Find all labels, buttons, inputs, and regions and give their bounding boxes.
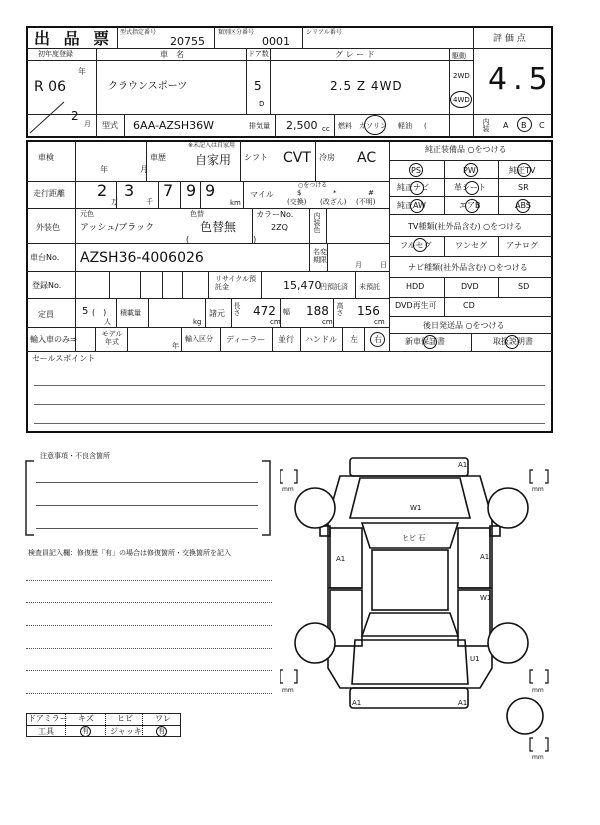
mileage-note-exchange: (交換) xyxy=(287,198,307,206)
length-unit: cm xyxy=(270,318,281,326)
interior-color-label: 内装色 xyxy=(313,212,321,233)
equip-airbag-circle xyxy=(465,199,479,213)
km-unit: km xyxy=(230,199,241,207)
category-number: 0001 xyxy=(262,35,290,48)
bt-jack-yes-circle xyxy=(156,726,167,737)
navi-dvd-play: DVD再生可 xyxy=(395,301,437,310)
length-label: 長さ xyxy=(233,302,241,316)
mileage-opt-star: * xyxy=(333,189,337,197)
equip-leather: 革シート xyxy=(454,183,486,192)
equip-ps: PS xyxy=(411,166,421,175)
orig-color: アッシュ/ブラック xyxy=(80,223,155,233)
ac-label: 冷房 xyxy=(319,153,335,162)
displacement-label: 排気量 xyxy=(249,122,270,130)
mileage-circle-note: ○をつける xyxy=(298,182,328,189)
type-value: 6AA-AZSH36W xyxy=(133,119,215,132)
bt-jack-yes: 有 xyxy=(158,727,165,735)
length-value: 472 xyxy=(253,304,276,318)
door-type: D xyxy=(259,100,265,108)
inspection-label: 車検 xyxy=(38,153,54,162)
body-type-label: 車歴 xyxy=(150,153,166,162)
equip-abs: ABS xyxy=(515,201,531,210)
capacity-paren: ( ) xyxy=(92,308,107,317)
inspection-year: 年 xyxy=(100,165,108,174)
import-kubun-label: 輸入区分 xyxy=(185,335,213,343)
tv-title: TV種類(社外品含む) ○をつける xyxy=(408,222,523,231)
orig-color-label: 元色 xyxy=(80,210,94,218)
diag-mark-right-rear-tire: U1 xyxy=(470,655,480,663)
mileage-digit-5: 9 xyxy=(205,181,216,200)
later-manual-circle xyxy=(505,335,519,349)
equip-aw: 純正AW xyxy=(397,201,426,210)
diag-mark-rear-right: A1 xyxy=(458,699,468,707)
equip-navi: 純正ナビ xyxy=(397,183,429,192)
bt-tool: 工具 xyxy=(38,727,54,736)
bt-tool-yes-circle xyxy=(80,726,91,737)
import-dealer: ディーラー xyxy=(226,335,266,344)
mm-fr: mm xyxy=(532,486,544,493)
tv-oneseg: ワンセグ xyxy=(455,241,487,250)
tv-fullseg: フルセグ xyxy=(400,241,432,250)
diagonal-slash xyxy=(28,96,98,136)
reg-month: 2 xyxy=(71,109,79,123)
era-year: R 06 xyxy=(34,79,66,95)
equip-leather-circle xyxy=(465,181,479,195)
mileage-digit-2: 3 xyxy=(124,181,135,200)
inspection-month: 月 xyxy=(140,165,148,174)
model-spec-number: 20755 xyxy=(170,35,205,48)
doors-label: ドア数 xyxy=(248,50,269,58)
diag-mark-hood: W1 xyxy=(410,504,422,512)
recycle-label: リサイクル預託金 xyxy=(215,275,257,292)
diag-mark-rear-left: A1 xyxy=(352,699,362,707)
serial-label: シリアル番号 xyxy=(306,29,342,36)
tv-fullseg-circle xyxy=(413,238,427,252)
mileage-unit-sen: 千 xyxy=(146,198,153,206)
recycle-amount: 15,470 xyxy=(283,279,322,292)
handle-right: 右 xyxy=(374,335,382,344)
fuel-label: 燃料 xyxy=(338,122,352,130)
rating-label: 評 価 点 xyxy=(493,34,526,44)
body-type-note: ※未記入は自家用 xyxy=(188,142,236,149)
later-warranty: 新車保証書 xyxy=(405,337,445,346)
model-year-label: モデル年式 xyxy=(101,330,123,346)
width-value: 188 xyxy=(306,304,329,318)
mileage-note-unknown: (不明) xyxy=(356,198,376,206)
bt-crack: ヒビ xyxy=(117,714,133,723)
recycle-unpaid: 未預託 xyxy=(359,283,380,291)
diag-mark-left-door: A1 xyxy=(336,555,346,563)
import-label: 輸入車のみ⇒ xyxy=(30,335,77,344)
fuel-other: ( xyxy=(424,122,427,130)
inspector-note: 検査員記入欄：修復歴「有」の場合は修復箇所・交換箇所を記入 xyxy=(28,549,231,557)
mileage-digit-4: 9 xyxy=(186,181,197,200)
tv-analog: アナログ xyxy=(506,241,538,250)
capacity-value: 5 xyxy=(82,306,89,317)
interior-grade-b-circle xyxy=(517,117,532,132)
equip-airbag: エアB xyxy=(459,201,481,210)
model-year-unit: 年 xyxy=(172,342,179,350)
mm-fl: mm xyxy=(282,486,294,493)
mileage-label: 走行距離 xyxy=(33,189,65,198)
color-no-label: カラーNo. xyxy=(256,210,294,219)
navi-dvd: DVD xyxy=(461,282,479,291)
equip-tv-circle xyxy=(517,163,531,177)
later-manual: 取扱説明書 xyxy=(493,337,533,346)
import-parallel: 並行 xyxy=(278,335,294,344)
displacement-value: 2,500 xyxy=(286,119,318,132)
fuel-gasoline-circle xyxy=(364,115,386,135)
mileage-opt-dollar: $ xyxy=(297,189,302,197)
mileage-digit-1: 2 xyxy=(97,181,108,200)
rating-score: 4.5 xyxy=(488,62,554,97)
cc-unit: cc xyxy=(322,125,330,133)
navi-cd: CD xyxy=(463,301,475,310)
equip-ps-circle xyxy=(409,163,423,177)
equip-pw-circle xyxy=(464,163,478,177)
drive-4wd-circle xyxy=(450,91,472,108)
mm-spare: mm xyxy=(532,754,544,761)
color-no: 2ZQ xyxy=(271,223,288,232)
width-label: 幅 xyxy=(283,308,290,316)
interior-grade-b: B xyxy=(521,121,527,130)
drive-2wd: 2WD xyxy=(453,72,470,80)
registration-label: 登録No. xyxy=(32,281,62,290)
sales-point-label: セールスポイント xyxy=(32,354,96,363)
equip-tv: 純正TV xyxy=(509,166,536,175)
notes-label: 注意事項・不良含箇所 xyxy=(40,452,110,460)
mileage-digit-3: 7 xyxy=(163,181,174,200)
recycle-paid: 円預託済 xyxy=(320,283,348,291)
mileage-unit-man: 万 xyxy=(111,198,118,206)
equip-sr: SR xyxy=(518,183,529,192)
era-year-unit: 年 xyxy=(78,67,86,76)
later-title: 後日発送品 ○をつける xyxy=(423,321,505,330)
diag-mark-front-bumper: A1 xyxy=(458,461,468,469)
meigi-label: 名変期限 xyxy=(313,248,327,265)
equip-pw: PW xyxy=(463,166,476,175)
bt-tool-yes: 有 xyxy=(82,727,89,735)
interior-label: 内装 xyxy=(482,118,490,132)
bt-jack: ジャッキ xyxy=(110,727,142,736)
equip-navi-circle xyxy=(410,181,424,195)
drive-label: 駆動 xyxy=(452,52,466,60)
height-unit: cm xyxy=(374,318,385,326)
handle-label: ハンドル xyxy=(305,335,337,344)
dim-label: 諸元 xyxy=(209,309,225,318)
diag-mark-right-rear-door: W1 xyxy=(480,594,492,602)
chassis-number: AZSH36-4006026 xyxy=(80,250,204,266)
body-type-value: 自家用 xyxy=(195,153,232,167)
shift-value: CVT xyxy=(283,150,311,166)
height-label: 高さ xyxy=(336,302,344,316)
height-value: 156 xyxy=(357,304,380,318)
type-label: 型式 xyxy=(102,121,118,130)
equipment-title: 純正装備品 ○をつける xyxy=(425,145,507,154)
navi-sd: SD xyxy=(518,282,530,291)
grade-value: 2.5 Z 4WD xyxy=(330,79,403,93)
meigi-month: 月 xyxy=(355,261,362,269)
mile-label: マイル xyxy=(250,190,274,199)
car-name: クラウンスポーツ xyxy=(108,81,188,92)
navi-title: ナビ種類(社外品含む) ○をつける xyxy=(408,263,528,272)
diag-mark-windshield: ヒビ 石 xyxy=(402,534,426,542)
drive-4wd: 4WD xyxy=(453,96,470,104)
mm-rl: mm xyxy=(282,687,294,694)
chassis-label: 車台No. xyxy=(30,253,60,262)
interior-grade-c: C xyxy=(539,121,545,130)
color-change: 色替無 xyxy=(200,220,237,234)
category-label: 類別区分番号 xyxy=(218,29,255,36)
mileage-note-tamper: (改ざん) xyxy=(320,198,347,206)
load-unit: kg xyxy=(193,318,202,326)
mileage-opt-hash: # xyxy=(368,189,374,197)
bt-mirror: ドアミラー xyxy=(28,714,68,723)
handle-right-circle xyxy=(370,332,385,347)
capacity-unit: 人 xyxy=(104,318,111,326)
width-unit: cm xyxy=(322,318,333,326)
shift-label: シフト xyxy=(244,153,268,162)
handle-left: 左 xyxy=(350,335,358,344)
ac-value: AC xyxy=(357,150,377,166)
load-label: 積載量 xyxy=(120,309,141,317)
car-diagram xyxy=(280,448,580,778)
bt-break: ワレ xyxy=(155,714,171,723)
mm-rr: mm xyxy=(532,687,544,694)
later-warranty-circle xyxy=(423,335,437,349)
grade-label: グ レ ー ド xyxy=(335,50,375,59)
car-name-label: 車 名 xyxy=(160,50,184,59)
capacity-label: 定員 xyxy=(38,310,54,319)
fuel-diesel: 軽油 xyxy=(398,122,412,130)
color-label: 外装色 xyxy=(36,223,60,232)
equip-aw-circle xyxy=(410,199,424,213)
fuel-gasoline: ガソリン xyxy=(359,122,387,130)
interior-grade-a: A xyxy=(503,121,509,130)
navi-hdd: HDD xyxy=(406,282,425,291)
form-title: 出 品 票 xyxy=(34,29,114,48)
diag-mark-right-door: A1 xyxy=(480,553,490,561)
first-reg-label: 初年度登録 xyxy=(38,50,73,58)
color-change-label: 色替 xyxy=(190,210,204,218)
meigi-day: 日 xyxy=(380,261,387,269)
equip-abs-circle xyxy=(516,199,530,213)
reg-month-unit: 月 xyxy=(84,120,91,128)
model-spec-label: 型式指定番号 xyxy=(120,29,157,36)
color-change-paren: ( ) xyxy=(186,235,257,244)
bt-scratch: キズ xyxy=(78,714,94,723)
door-count: 5 xyxy=(254,79,262,93)
